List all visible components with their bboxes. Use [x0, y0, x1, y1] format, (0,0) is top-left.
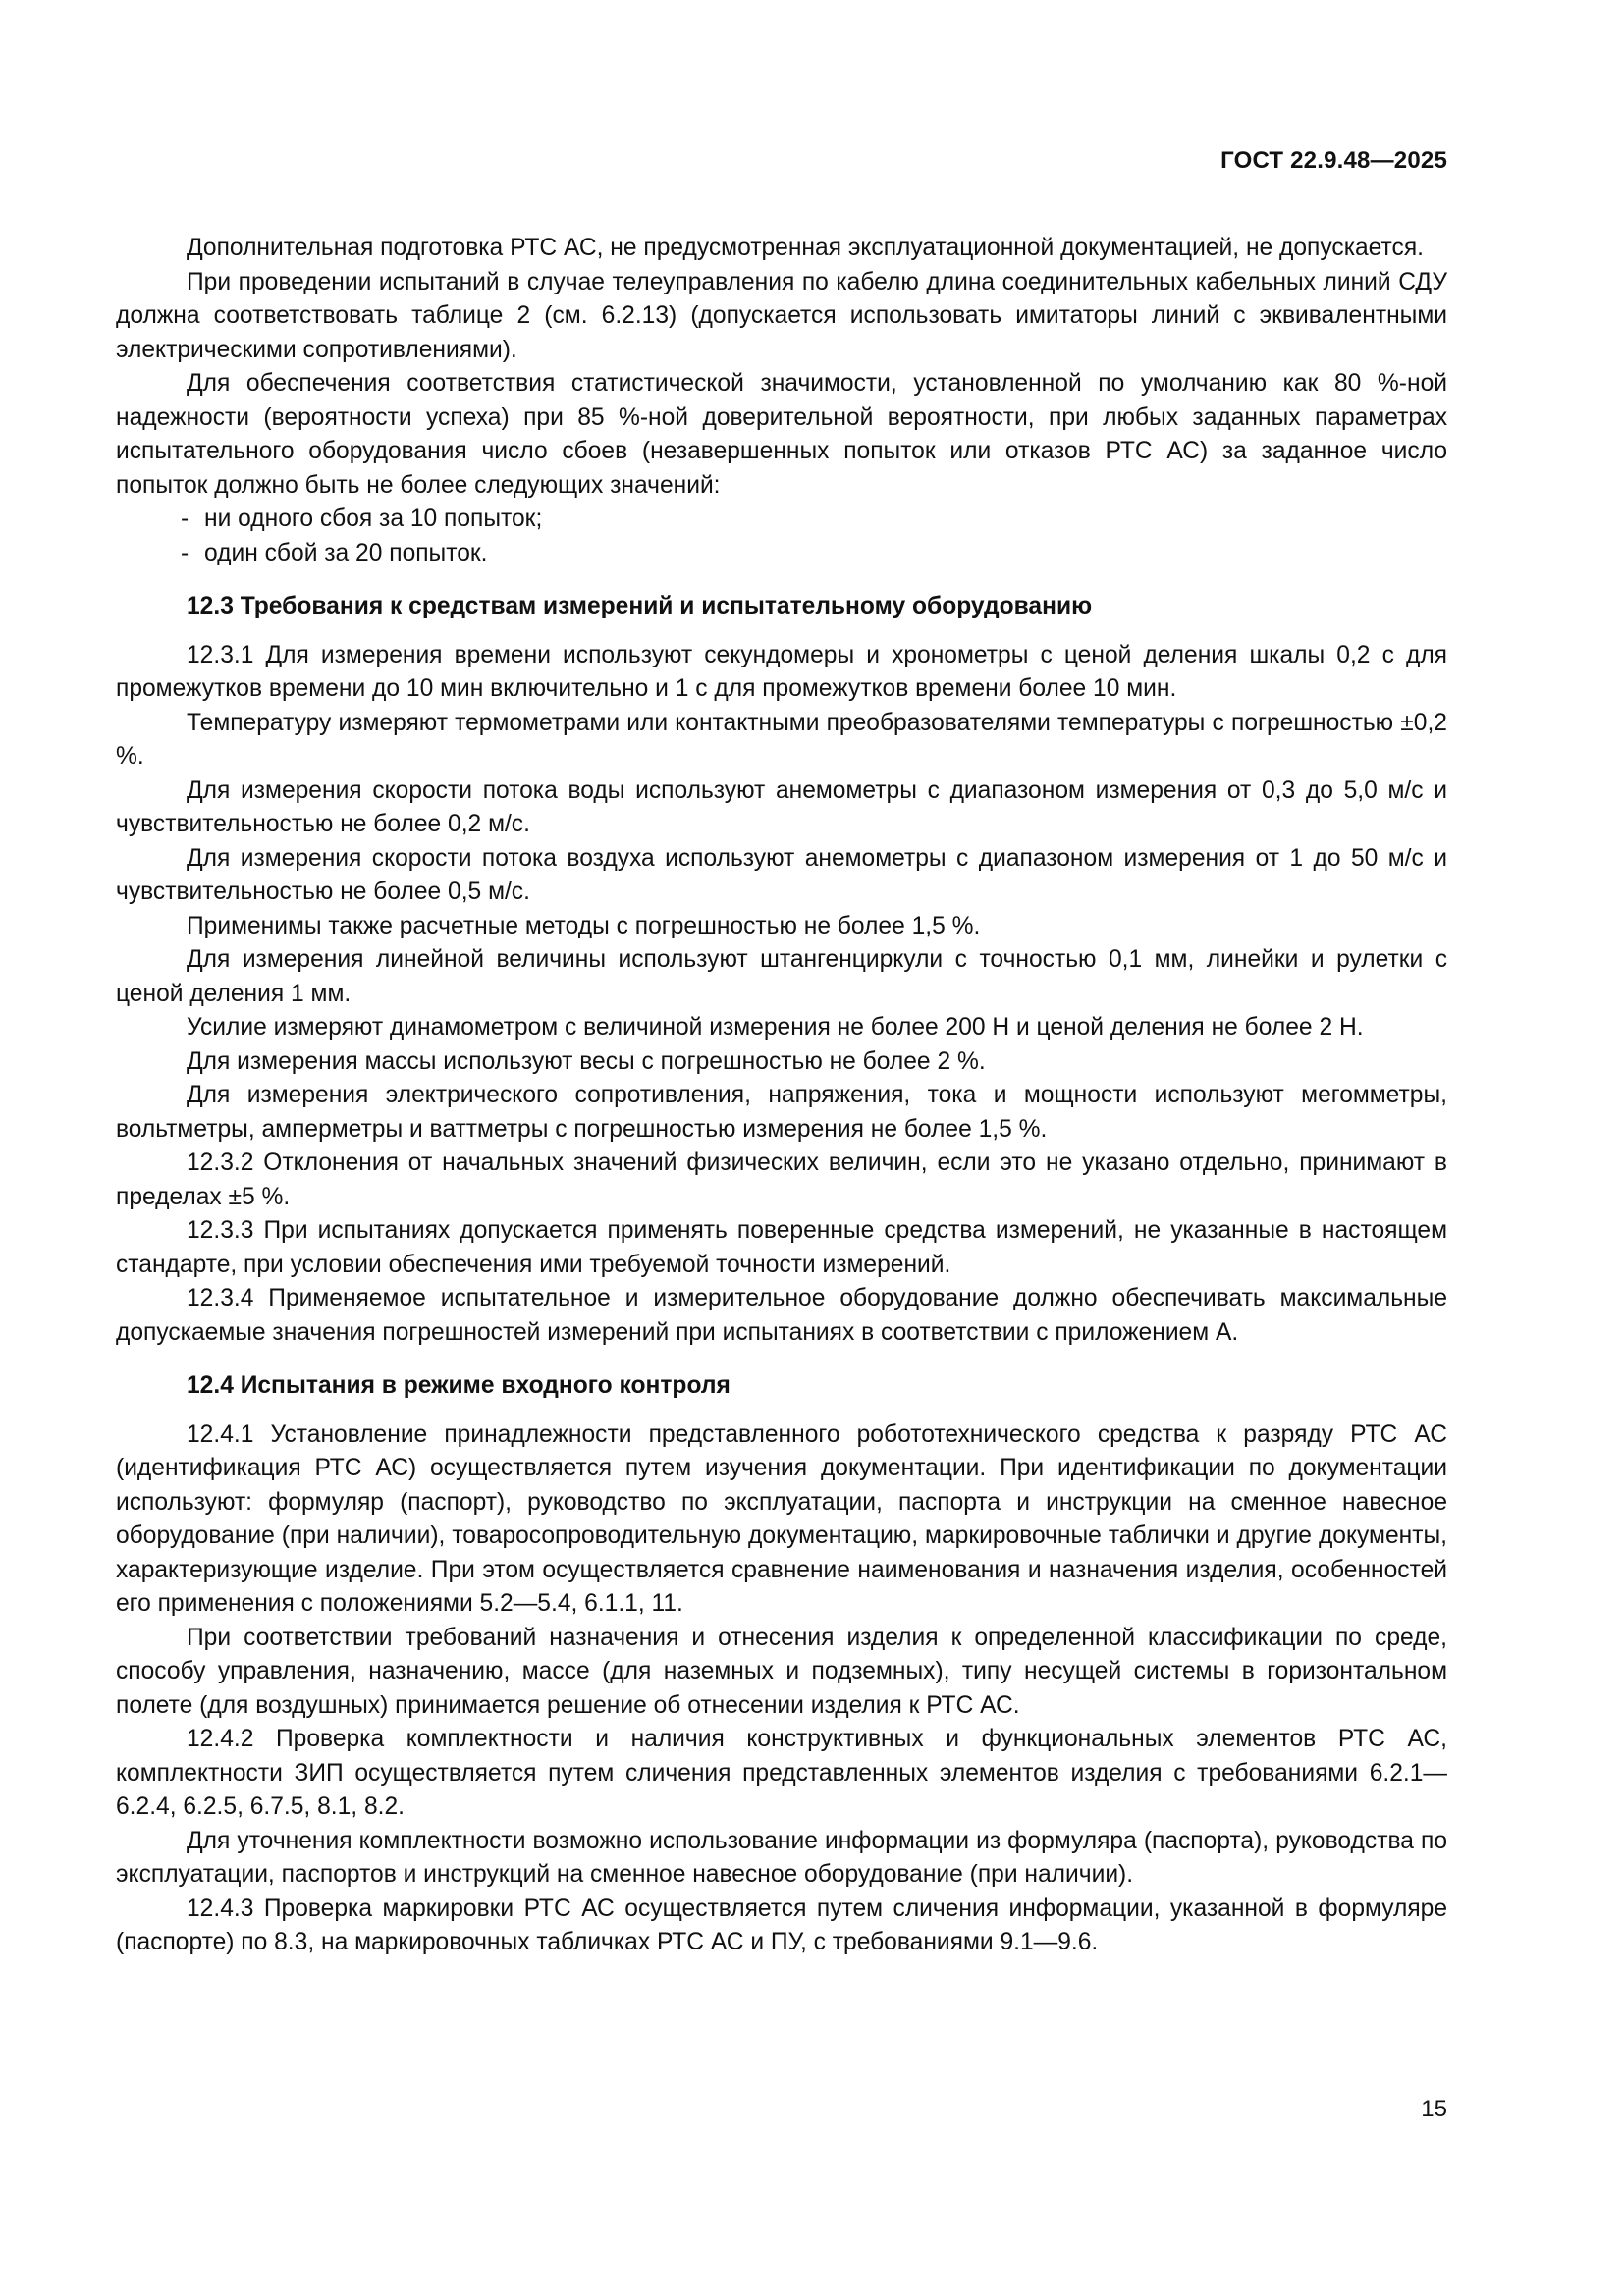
- paragraph: 12.3.3 При испытаниях допускается применять поверенные средства измерений, не указанные в настоящем стандарте, при условии обеспечения ими требуемой точности измерений.: [116, 1217, 1447, 1278]
- list-dash: -: [181, 506, 189, 532]
- paragraph: Для измерения линейной величины используют штангенциркули с точностью 0,1 мм, линейки и рулетки с ценой деления 1 мм.: [116, 946, 1447, 1007]
- paragraph: Для уточнения комплектности возможно использование информации из формуляра (паспорта), руководства по эксплуатации, паспортов и инструкций на сменное навесное оборудование (при наличии).: [116, 1827, 1447, 1888]
- paragraph: Для измерения массы используют весы с погрешностью не более 2 %.: [187, 1047, 986, 1075]
- paragraph: 12.3.2 Отклонения от начальных значений физических величин, если это не указано отдельно, принимают в пределах ±5 %.: [116, 1149, 1447, 1210]
- document-number: ГОСТ 22.9.48—2025: [1220, 147, 1447, 174]
- paragraph: Для измерения скорости потока воздуха используют анемометры с диапазоном измерения от 1 до 50 м/с и чувствительностью не более 0,5 м/с.: [116, 844, 1447, 905]
- section-heading-12-4: 12.4 Испытания в режиме входного контроля: [187, 1372, 731, 1399]
- page-number: 15: [1421, 2096, 1447, 2122]
- list-item-text: ни одного сбоя за 10 попыток;: [204, 506, 543, 532]
- paragraph: Температуру измеряют термометрами или контактными преобразователями температуры с погрешностью ±0,2 %.: [116, 709, 1447, 770]
- document-body: [116, 232, 1447, 1960]
- paragraph: Для измерения скорости потока воды используют анемометры с диапазоном измерения от 0,3 до 5,0 м/с и чувствительностью не более 0,2 м/с.: [116, 776, 1447, 837]
- paragraph: Применимы также расчетные методы с погрешностью не более 1,5 %.: [187, 912, 981, 939]
- paragraph: Для измерения электрического сопротивления, напряжения, тока и мощности используют мегомметры, вольтметры, амперметры и ваттметры с погрешностью измерения не более 1,5 %.: [116, 1082, 1447, 1143]
- list-dash: -: [181, 539, 189, 566]
- paragraph: При проведении испытаний в случае телеуправления по кабелю длина соединительных кабельных линий СДУ должна соответствовать таблице 2 (см. 6.2.13) (допускается использовать имитаторы линий с эквивалентными электрическими сопротивлениями).: [116, 268, 1447, 363]
- paragraph: 12.4.2 Проверка комплектности и наличия конструктивных и функциональных элементов РТС АС, комплектности ЗИП осуществляется путем сличения представленных элементов изделия с требованиями 6.2.1—6.2.4, 6.2.5, 6.7.5, 8.1, 8.2.: [116, 1726, 1447, 1820]
- paragraph: При соответствии требований назначения и отнесения изделия к определенной классификации по среде, способу управления, назначению, массе (для наземных и подземных), типу несущей системы в горизонтальном полете (для воздушных) принимается решение об отнесении изделия к РТС АС.: [116, 1624, 1447, 1719]
- paragraph: 12.3.4 Применяемое испытательное и измерительное оборудование должно обеспечивать максимальные допускаемые значения погрешностей измерений при испытаниях в соответствии с приложением А.: [116, 1285, 1447, 1346]
- paragraph: Усилие измеряют динамометром с величиной измерения не более 200 Н и ценой деления не более 2 Н.: [187, 1014, 1364, 1041]
- paragraph: 12.4.1 Установление принадлежности представленного робототехнического средства к разряду РТС АС (идентификация РТС АС) осуществляется путем изучения документации. При идентификации по документации используют: формуляр (паспорт), руководство по эксплуатации, паспорта и инструкции на сменное навесное оборудование (при наличии), товаросопроводительную документацию, маркировочные таблички и другие документы, характеризующие изделие. При этом осуществляется сравнение наименования и назначения изделия, особенностей его применения с положениями 5.2—5.4, 6.1.1, 11.: [116, 1420, 1447, 1617]
- paragraph: 12.3.1 Для измерения времени используют секундомеры и хронометры с ценой деления шкалы 0,2 с для промежутков времени до 10 мин включительно и 1 с для промежутков времени более 10 мин.: [116, 641, 1447, 702]
- paragraph: Для обеспечения соответствия статистической значимости, установленной по умолчанию как 80 %-ной надежности (вероятности успеха) при 85 %-ной доверительной вероятности, при любых заданных параметрах испытательного оборудования число сбоев (незавершенных попыток или отказов РТС АС) за заданное число попыток должно быть не более следующих значений:: [116, 370, 1447, 499]
- list-item-text: один сбой за 20 попыток.: [204, 539, 488, 566]
- section-heading-12-3: 12.3 Требования к средствам измерений и испытательному оборудованию: [187, 593, 1093, 619]
- list-item: [116, 537, 1447, 571]
- paragraph: 12.4.3 Проверка маркировки РТС АС осуществляется путем сличения информации, указанной в формуляре (паспорте) по 8.3, на маркировочных табличках РТС АС и ПУ, с требованиями 9.1—9.6.: [116, 1895, 1447, 1955]
- list-item: [116, 503, 1447, 537]
- paragraph: Дополнительная подготовка РТС АС, не предусмотренная эксплуатационной документацией, не допускается.: [187, 235, 1424, 261]
